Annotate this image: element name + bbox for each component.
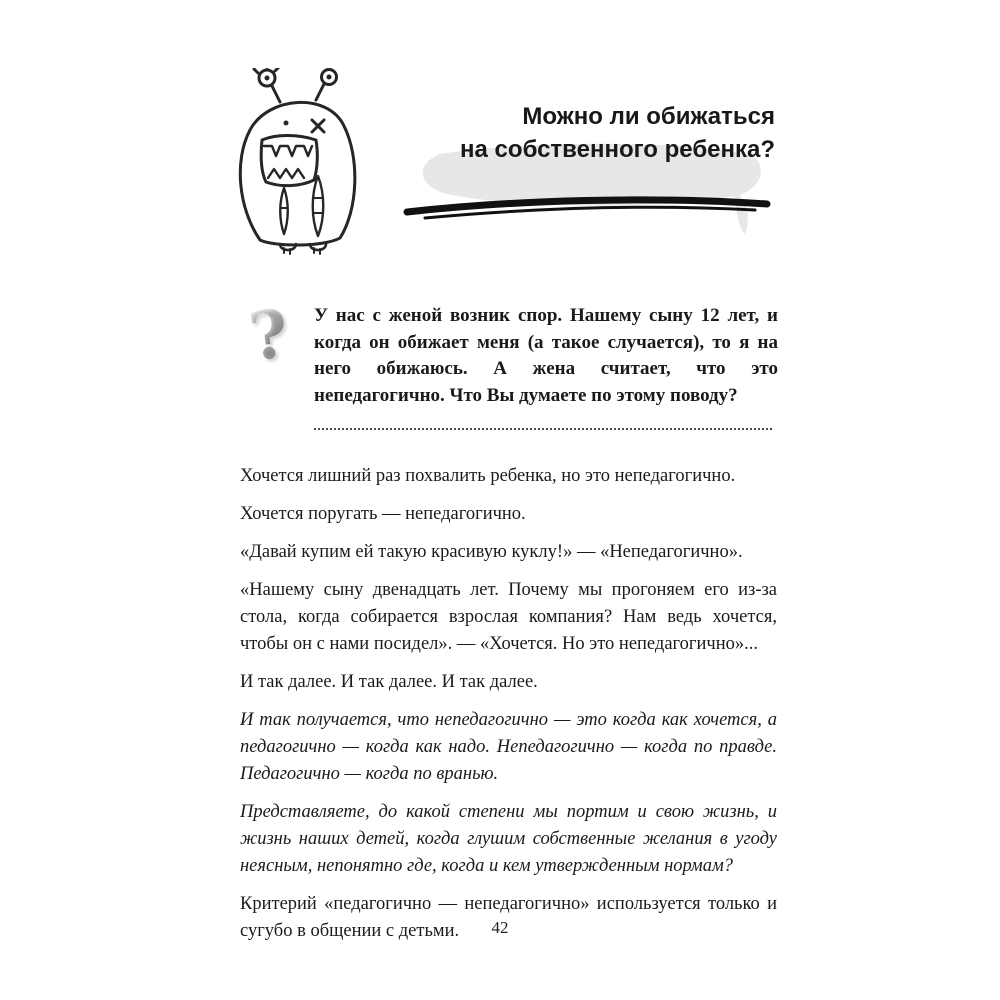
chapter-title-line1: Можно ли обижаться: [522, 103, 775, 130]
paragraph: Хочется поругать — непедагогично.: [240, 504, 526, 524]
paragraph-italic: Представляете, до какой степени мы портим и свою жизнь, и жизнь наших детей, когда глушим собственные желания в угоду неясным, непонятно где, когда и кем утвержденным нормам?: [240, 802, 777, 876]
body-text: [240, 463, 777, 956]
page-number: 42: [491, 918, 509, 937]
paragraph: Хочется лишний раз похвалить ребенка, но это непедагогично.: [240, 466, 736, 486]
paragraph-italic: И так получается, что непедагогично — это когда как хочется, а педагогично — когда как надо. Непедагогично — когда по правде. Педагогично — когда по вранью.: [240, 710, 777, 784]
chapter-header: [395, 100, 780, 240]
chapter-title: [395, 100, 780, 166]
monster-doodle-illustration: [222, 68, 382, 258]
paragraph: Критерий «педагогично — непедагогично» используется только и сугубо в общении с детьми.: [240, 894, 777, 941]
question-mark-3d-icon: ?: [234, 301, 304, 369]
question-block: [238, 293, 778, 409]
dotted-separator: [314, 428, 772, 430]
question-text: У нас с женой возник спор. Нашему сыну 12 лет, и когда он обижает меня (а такое случается), то я на него обижаюсь. А жена считает, что это непедагогично. Что Вы думаете по этому поводу?: [314, 305, 778, 406]
paragraph: «Давай купим ей такую красивую куклу!» — «Непедагогично».: [240, 542, 743, 562]
chapter-title-line2: на собственного ребенка?: [460, 136, 775, 163]
paragraph: «Нашему сыну двенадцать лет. Почему мы прогоняем его из-за стола, когда собирается взрослая компания? Нам ведь хочется, чтобы он с нами посидел». — «Хочется. Но это непедагогично»...: [240, 580, 777, 654]
paragraph: И так далее. И так далее. И так далее.: [240, 672, 538, 692]
